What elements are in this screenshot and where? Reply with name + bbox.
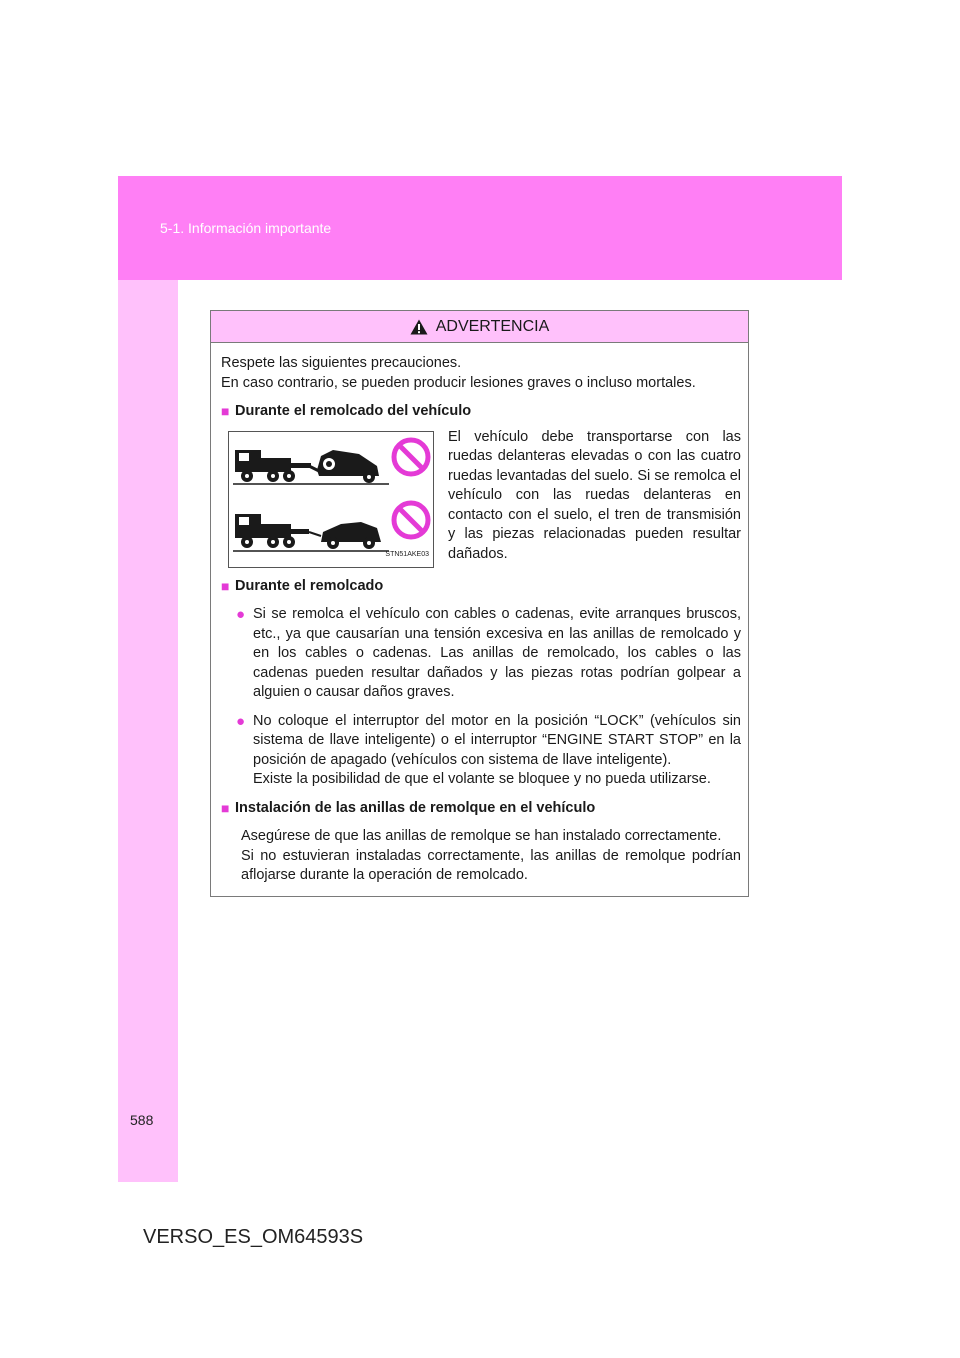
car-towed-icon [321,522,381,549]
warning-intro [221,354,741,393]
towing-illustration [228,431,434,568]
warning-body [211,343,748,886]
list-item [236,605,741,703]
document-code: VERSO_ES_OM64593S [143,1226,364,1248]
square-bullet-icon: ■ [221,799,230,816]
side-strip [118,280,178,1182]
figure-caption: STN51AKE03 [385,551,429,558]
section-heading [221,402,741,422]
car-lifted-icon [317,450,379,483]
section-title: 5-1. Información importante [160,220,332,236]
warning-header [211,311,748,343]
prohibited-icon [394,503,428,537]
list-item-text: Si se remolca el vehículo con cables o cadenas, evite arranques bruscos, etc., ya que causarían una tensión excesiva en las anillas de remolcado y en los cables o cadenas. Las anillas de remolcado, los cables o las cadenas pueden resultar dañados y las piezas rotas podrían golpear a alguien o causar daños graves. [253,606,741,700]
list-item [236,712,741,790]
circle-bullet-icon: ● [236,606,246,623]
intro-line: En caso contrario, se pueden producir lesiones graves o incluso mortales. [221,374,696,391]
square-bullet-icon: ■ [221,403,230,419]
figure-text: El vehículo debe transportarse con las ruedas delanteras elevadas o con las cuatro ruedas levantadas del suelo. Si se remolca el vehículo con las ruedas delanteras en contacto con el suelo, el tren de transmisión y las piezas relacionadas pueden resultar dañados. [448,428,741,562]
list-item-text-part: No coloque el interruptor del motor en la posición “LOCK” (vehículos sin sistema de llave inteligente) o el interruptor “ENGINE START STOP” en la posición de apagado (vehículos con sistema de llave inteligente). [253,712,741,768]
warning-triangle-icon [410,319,428,335]
section-heading-text: Durante el remolcado del vehículo [235,403,472,419]
section-heading-text: Durante el remolcado [235,577,384,594]
list-item-text [253,712,741,790]
warning-box [210,310,749,897]
circle-bullet-icon: ● [236,712,246,730]
prohibited-icon [394,440,428,474]
paragraph-line: Asegúrese de que las anillas de remolque se han instalado correctamente. [241,828,722,844]
paragraph-line: Si no estuvieran instaladas correctamente, las anillas de remolque podrían aflojarse durante la operación de remolcado. [241,847,741,883]
intro-line: Respete las siguientes precauciones. [221,355,462,371]
square-bullet-icon: ■ [221,577,230,594]
section-heading-text: Instalación de las anillas de remolque en el vehículo [235,799,596,816]
section-heading [221,799,741,819]
list-item-text-part: Existe la posibilidad de que el volante se bloquee y no pueda utilizarse. [253,771,711,787]
tow-truck-icon [235,514,309,548]
tow-truck-icon [235,450,321,482]
figure-row [221,428,741,568]
page-number: 588 [130,1112,154,1128]
section-heading [221,577,741,597]
section-paragraph [241,827,741,886]
warning-title: ADVERTENCIA [435,317,550,335]
